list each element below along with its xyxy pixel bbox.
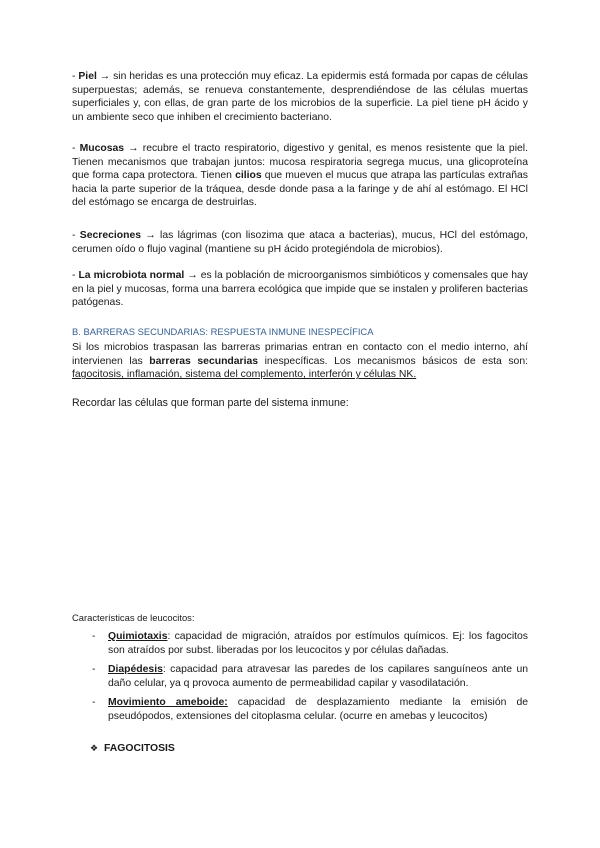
paragraph-microbiota <box>72 269 528 310</box>
list-item <box>92 696 528 723</box>
term-secreciones: Secreciones <box>79 230 142 241</box>
diapedesis-text: : capacidad para atravesar las paredes de los capilares sanguíneos ante un daño celular, ya q provoca aumento de permeabilidad capilar y vasodilatación. <box>108 664 528 689</box>
list-item <box>92 630 528 657</box>
piel-text: sin heridas es una protección muy eficaz. La epidermis está formada por capas de células superpuestas; además, se renueva constantemente, desprendiéndose de las células muertas superficiales y, con ellas, de gran parte de los microbios de la superficie. La piel tiene pH ácido y un ambiente seco que inhiben el crecimiento bacteriano. <box>72 71 528 123</box>
term-microbiota: La microbiota normal <box>78 270 185 281</box>
section-b-heading: B. BARRERAS SECUNDARIAS: RESPUESTA INMUNE INESPECÍFICA <box>72 326 374 337</box>
microbiota-text: es la población de microorganismos simbióticos y comensales que hay en la piel y mucosas, forma una barrera ecológica que impide que se instalen y proliferen bacterias patógenas. <box>72 270 528 309</box>
dash: - <box>92 697 96 709</box>
paragraph-mucosas <box>72 142 528 210</box>
quimiotaxis-text: : capacidad de migración, atraídos por estímulos químicos. Ej: los fagocitos son atraídos por subst. liberadas por los leucocitos y por células dañadas. <box>108 631 528 656</box>
term-piel: Piel <box>78 71 97 82</box>
arrow-icon: → <box>184 270 201 281</box>
section-b-text-2: inespecíficas. Los mecanismos básicos de esta son: <box>258 355 529 367</box>
dash: - <box>72 230 80 241</box>
arrow-icon: → <box>141 230 161 241</box>
term-mucosas: Mucosas <box>79 143 125 154</box>
section-b-text-1: Si los microbios traspasan las barreras primarias entran en contacto con el medio interno, ahí intervienen las <box>72 342 528 367</box>
list-item <box>92 663 528 690</box>
mucosas-text-2: que mueven el mucus que atrapa las partículas extrañas hacia la parte superior de la tráquea, desde donde pasa a la faringe y de ahí al estómago. El HCl del estómago se encarga de destruirlas. <box>72 170 528 209</box>
dash: - <box>92 664 96 676</box>
term-cilios: cilios <box>235 170 262 182</box>
term-diapedesis: Diapédesis <box>108 664 163 676</box>
paragraph-secreciones <box>72 229 528 256</box>
term-movimiento-ameboide: Movimiento ameboide: <box>108 697 228 709</box>
term-quimiotaxis: Quimiotaxis <box>108 631 168 642</box>
arrow-icon: → <box>96 71 114 82</box>
dash: - <box>72 143 80 154</box>
paragraph-piel <box>72 70 528 124</box>
diamond-bullet-icon: ❖ <box>90 743 99 753</box>
dash: - <box>72 71 79 82</box>
paragraph-section-b <box>72 341 528 382</box>
mucosas-text-1: recubre el tracto respiratorio, digestivo y genital, es menos resistente que la piel. Tienen mecanismos que trabajan juntos: mucosa respiratoria segrega mucus, una glicoproteína que forma capa protectora. Tienen <box>72 143 528 182</box>
dash: - <box>92 631 96 642</box>
leucocitos-title: Características de leucocitos: <box>72 612 195 623</box>
secreciones-text: las lágrimas (con lisozima que ataca a bacterias), mucus, HCl del estómago, cerumen oído o flujo vaginal (mantiene su pH ácido protegiéndola de microbios). <box>72 230 528 255</box>
fagocitosis-label: FAGOCITOSIS <box>104 743 175 754</box>
recordar-text: Recordar las células que forman parte del sistema inmune: <box>72 397 349 409</box>
ameboide-text: capacidad de desplazamiento mediante la emisión de pseudópodos, extensiones del citoplasma celular. (ocurre en amebas y leucocitos) <box>108 697 528 722</box>
fagocitosis-heading <box>90 742 175 755</box>
arrow-icon: → <box>124 143 143 154</box>
leucocitos-list <box>92 630 528 730</box>
dash: - <box>72 270 79 281</box>
term-barreras-secundarias: barreras secundarias <box>149 355 259 367</box>
mecanismos-list: fagocitosis, inflamación, sistema del complemento, interferón y células NK. <box>72 369 417 381</box>
